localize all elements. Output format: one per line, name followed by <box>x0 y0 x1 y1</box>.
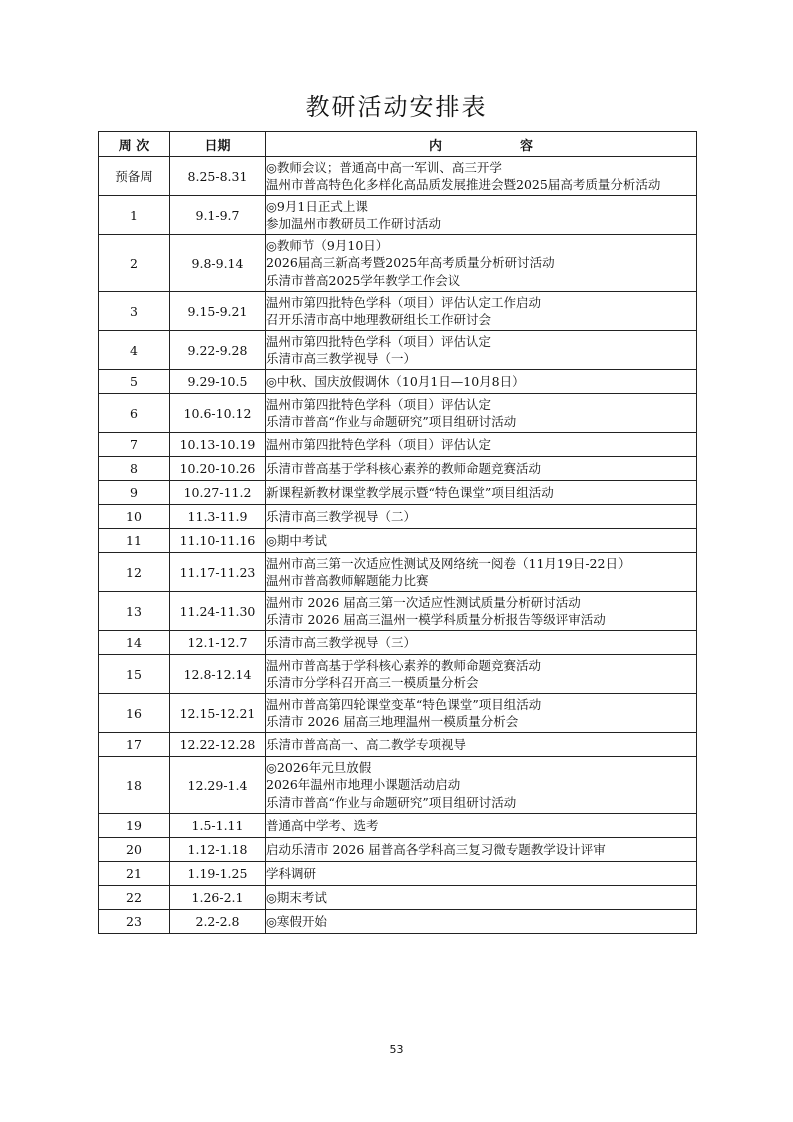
week-cell: 2 <box>99 235 170 292</box>
date-cell: 12.8-12.14 <box>170 655 266 694</box>
content-line: 学科调研 <box>266 865 317 881</box>
content-line: 乐清市高三教学视导（二） <box>266 508 417 524</box>
header-content: 内 容 <box>266 132 697 157</box>
table-row <box>99 838 697 862</box>
week-cell: 7 <box>99 433 170 457</box>
date-cell: 9.1-9.7 <box>170 196 266 235</box>
date-cell: 11.17-11.23 <box>170 553 266 592</box>
date-cell: 9.15-9.21 <box>170 292 266 331</box>
content-cell <box>266 886 697 910</box>
date-cell: 10.13-10.19 <box>170 433 266 457</box>
week-cell: 1 <box>99 196 170 235</box>
table-row <box>99 394 697 433</box>
content-line: 温州市第四批特色学科（项目）评估认定 <box>266 396 492 412</box>
week-cell: 8 <box>99 457 170 481</box>
table-row <box>99 910 697 934</box>
week-cell: 16 <box>99 694 170 733</box>
date-cell: 10.27-11.2 <box>170 481 266 505</box>
content-line: 温州市普高特色化多样化高品质发展推进会暨2025届高考质量分析活动 <box>266 177 661 192</box>
content-cell <box>266 814 697 838</box>
date-cell: 1.5-1.11 <box>170 814 266 838</box>
table-row <box>99 433 697 457</box>
content-line: 2026届高三新高考暨2025年高考质量分析研讨活动 <box>266 255 555 271</box>
content-cell <box>266 433 697 457</box>
content-cell <box>266 505 697 529</box>
week-cell: 17 <box>99 733 170 757</box>
table-row <box>99 862 697 886</box>
content-cell <box>266 592 697 631</box>
date-cell: 11.10-11.16 <box>170 529 266 553</box>
date-cell: 9.22-9.28 <box>170 331 266 370</box>
week-cell: 14 <box>99 631 170 655</box>
content-cell <box>266 235 697 292</box>
date-cell: 12.15-12.21 <box>170 694 266 733</box>
table-row <box>99 655 697 694</box>
date-cell: 9.8-9.14 <box>170 235 266 292</box>
content-line: 乐清市分学科召开高三一模质量分析会 <box>266 675 479 690</box>
content-cell <box>266 370 697 394</box>
date-cell: 1.12-1.18 <box>170 838 266 862</box>
content-line: 乐清市普高2025学年教学工作会议 <box>266 272 461 288</box>
content-line: 2026年温州市地理小课题活动启动 <box>266 777 461 793</box>
week-cell: 19 <box>99 814 170 838</box>
table-row <box>99 886 697 910</box>
content-line: 乐清市 2026 届高三温州一模学科质量分析报告等级评审活动 <box>266 612 606 627</box>
table-row <box>99 481 697 505</box>
week-cell: 6 <box>99 394 170 433</box>
page-title: 教研活动安排表 <box>305 93 488 121</box>
date-cell: 12.29-1.4 <box>170 757 266 814</box>
content-line: 温州市 2026 届高三第一次适应性测试质量分析研讨活动 <box>266 594 581 610</box>
content-cell <box>266 292 697 331</box>
table-row <box>99 235 697 292</box>
table-row <box>99 757 697 814</box>
content-cell <box>266 694 697 733</box>
content-line: 乐清市普高基于学科核心素养的教师命题竞赛活动 <box>266 460 542 476</box>
table-row <box>99 370 697 394</box>
content-line: 温州市普高教师解题能力比赛 <box>266 573 429 588</box>
table-row <box>99 331 697 370</box>
content-cell <box>266 757 697 814</box>
content-cell <box>266 457 697 481</box>
week-cell: 9 <box>99 481 170 505</box>
week-cell: 15 <box>99 655 170 694</box>
content-cell <box>266 157 697 196</box>
date-cell: 12.22-12.28 <box>170 733 266 757</box>
content-cell <box>266 481 697 505</box>
content-cell <box>266 838 697 862</box>
date-cell: 8.25-8.31 <box>170 157 266 196</box>
table-row <box>99 157 697 196</box>
content-cell <box>266 910 697 934</box>
table-row <box>99 196 697 235</box>
content-line: 启动乐清市 2026 届普高各学科高三复习微专题教学设计评审 <box>266 841 606 857</box>
date-cell: 1.19-1.25 <box>170 862 266 886</box>
content-line: ◎中秋、国庆放假调休（10月1日—10月8日） <box>266 373 525 389</box>
table-row <box>99 733 697 757</box>
content-cell <box>266 553 697 592</box>
content-line: 乐清市普高“作业与命题研究”项目组研讨活动 <box>266 414 517 429</box>
week-cell: 13 <box>99 592 170 631</box>
header-date: 日期 <box>170 132 266 157</box>
table-row <box>99 592 697 631</box>
date-cell: 11.3-11.9 <box>170 505 266 529</box>
content-cell <box>266 529 697 553</box>
table-row <box>99 529 697 553</box>
content-line: ◎期中考试 <box>266 532 327 548</box>
content-cell <box>266 331 697 370</box>
content-line: 乐清市普高高一、高二教学专项视导 <box>266 736 467 752</box>
content-line: 乐清市高三教学视导（三） <box>266 634 417 650</box>
week-cell: 22 <box>99 886 170 910</box>
content-line: ◎寒假开始 <box>266 913 327 929</box>
content-line: ◎教师会议；普通高中高一军训、高三开学 <box>266 159 502 175</box>
table-row <box>99 631 697 655</box>
week-cell: 3 <box>99 292 170 331</box>
content-line: 温州市普高第四轮课堂变革“特色课堂”项目组活动 <box>266 696 542 712</box>
table-row <box>99 694 697 733</box>
table-row <box>99 553 697 592</box>
content-line: 温州市第四批特色学科（项目）评估认定 <box>266 436 492 452</box>
week-cell: 11 <box>99 529 170 553</box>
week-cell: 20 <box>99 838 170 862</box>
content-cell <box>266 196 697 235</box>
table-body <box>99 157 697 934</box>
content-line: 参加温州市教研员工作研讨活动 <box>266 216 442 231</box>
week-cell: 预备周 <box>99 157 170 196</box>
content-cell <box>266 631 697 655</box>
week-cell: 5 <box>99 370 170 394</box>
content-line: ◎9月1日正式上课 <box>266 198 368 214</box>
date-cell: 10.20-10.26 <box>170 457 266 481</box>
week-cell: 4 <box>99 331 170 370</box>
header-week: 周 次 <box>99 132 170 157</box>
date-cell: 12.1-12.7 <box>170 631 266 655</box>
content-line: 乐清市普高“作业与命题研究”项目组研讨活动 <box>266 794 517 810</box>
date-cell: 1.26-2.1 <box>170 886 266 910</box>
table-row <box>99 505 697 529</box>
content-cell <box>266 862 697 886</box>
content-line: 温州市普高基于学科核心素养的教师命题竞赛活动 <box>266 657 542 673</box>
table-header-row <box>99 132 697 157</box>
week-cell: 23 <box>99 910 170 934</box>
week-cell: 21 <box>99 862 170 886</box>
date-cell: 9.29-10.5 <box>170 370 266 394</box>
content-cell <box>266 655 697 694</box>
date-cell: 2.2-2.8 <box>170 910 266 934</box>
content-cell <box>266 733 697 757</box>
content-line: 温州市第四批特色学科（项目）评估认定 <box>266 333 492 349</box>
content-line: 普通高中学考、选考 <box>266 817 379 833</box>
week-cell: 10 <box>99 505 170 529</box>
content-line: 温州市第四批特色学科（项目）评估认定工作启动 <box>266 294 542 310</box>
date-cell: 10.6-10.12 <box>170 394 266 433</box>
table-row <box>99 814 697 838</box>
content-line: 乐清市高三教学视导（一） <box>266 351 417 366</box>
content-line: ◎期末考试 <box>266 889 327 905</box>
week-cell: 18 <box>99 757 170 814</box>
content-cell <box>266 394 697 433</box>
date-cell: 11.24-11.30 <box>170 592 266 631</box>
content-line: 温州市高三第一次适应性测试及网络统一阅卷（11月19日-22日） <box>266 555 631 571</box>
content-line: 新课程新教材课堂教学展示暨“特色课堂”项目组活动 <box>266 484 554 500</box>
schedule-table <box>98 131 697 934</box>
week-cell: 12 <box>99 553 170 592</box>
content-line: 召开乐清市高中地理教研组长工作研讨会 <box>266 312 492 327</box>
table-row <box>99 457 697 481</box>
content-line: ◎教师节（9月10日） <box>266 237 389 253</box>
table-row <box>99 292 697 331</box>
content-line: 乐清市 2026 届高三地理温州一模质量分析会 <box>266 714 519 729</box>
content-line: ◎2026年元旦放假 <box>266 759 372 775</box>
page-number: 53 <box>389 1043 404 1056</box>
